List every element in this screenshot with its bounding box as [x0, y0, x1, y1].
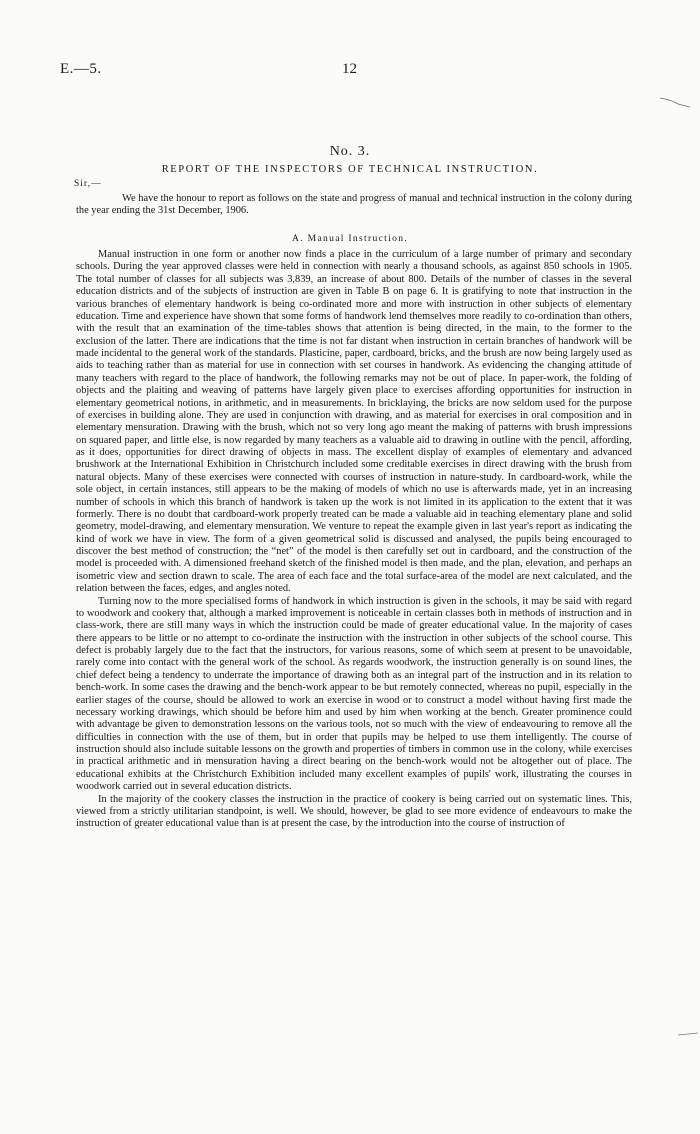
body-paragraph-3: In the majority of the cookery classes the instruction in the practice of cookery is being carried out on systematic lines. This, viewed from a strictly utilitarian standpoint, is well. We should, however, be glad to see more evidence of endeavours to make the instruction of greater educational value than is at present the case, by the introduction into the course of instruction of: [76, 793, 632, 830]
scan-artifact-mark: [660, 96, 690, 108]
report-number: No. 3.: [329, 144, 371, 159]
scan-artifact-mark-lower: [678, 1030, 698, 1040]
intro-paragraph: We have the honour to report as follows on the state and progress of manual and technical instruction in the colony during the year ending the 31st December, 1906.: [76, 193, 632, 217]
body-paragraph-1: Manual instruction in one form or another now finds a place in the curriculum of a large number of primary and secondary schools. During the year approved classes were held in connection with nearly a thousand schools, as against 850 schools in 1905. The total number of classes for all subjects was 3,839, an increase of about 800. Details of the number of classes in the several education districts and of the subjects of instruction are given in Table B on page 6. It is gratifying to note that instruction in the various branches of elementary handwork is being co-ordinated more and more with instruction in other subjects of elementary education. Time and experience have shown that some forms of handwork lend themselves more readily to co-ordination than others, with the result that an examination of the time-tables shows that attention is being directed, in the main, to the former to the exclusion of the latter. There are indications that the time is not far distant when instruction in certain branches of handwork will be made incidental to the general work of the standards. Plasticine, paper, cardboard, bricks, and the brush are now being largely used as aids to teaching rather than as material for use in connection with set courses in handwork. As evidencing the changing attitude of many teachers with regard to the place of handwork, the following remarks may not be out of place. In paper-work, the folding of objects and the plaiting and weaving of patterns have largely given place to exercises affording opportunities for instruction in elementary geometrical notions, in arithmetic, and in measurements. In bricklaying, the bricks are now seldom used for the purpose of exercises in building alone. They are used in conjunction with drawing, and as material for exercises in oral composition and in elementary mensuration. Drawing with the brush, which not so very long ago meant the making of patterns with brush impressions on squared paper, and little else, is now regarded by many teachers as a valuable aid to drawing in outline with the pencil, affording, as it does, opportunities for direct drawing of objects in mass. The excellent display of examples of elementary and advanced brushwork at the International Exhibition in Christchurch included some creditable exercises in direct drawing with the brush from natural objects. Many of these exercises were connected with courses of instruction in nature-study. In cardboard-work, while the sole object, in certain instances, still appears to be the making of models of which no use is afterwards made, yet in an increasing number of schools in which this branch of handwork is taken up the work is not limited in its application to the extent that it was formerly. There is no doubt that cardboard-work properly treated can be made a valuable aid in teaching elementary plane and solid geometry, model-drawing, and elementary mensuration. We venture to repeat the example given in last year's report as indicating the kind of work we have in view. The form of a given geometrical solid is discussed and analysed, the pupils being encouraged to discover the best method of construction; the “net” of the model is then carefully set out in cardboard, and the construction of the model is proceeded with. A dimensioned freehand sketch of the finished model is then made, and the plan, elevation, and perhaps an isometric view and section drawn to scale. The area of each face and the total surface-area of the model are next calculated, and the relation between the faces, edges, and angles noted.: [76, 249, 632, 595]
salutation: Sir,—: [74, 179, 102, 189]
document-reference: E.—5.: [60, 61, 102, 77]
report-title: REPORT OF THE INSPECTORS OF TECHNICAL INSTRUCTION.: [161, 164, 539, 175]
section-body: [76, 249, 632, 831]
intro-paragraph-block: [76, 193, 632, 218]
body-paragraph-2: Turning now to the more specialised forms of handwork in which instruction is given in the schools, it may be said with regard to woodwork and cookery that, although a marked improvement is noticeable in certain classes both in methods of instruction and in class-work, there are still many ways in which the instruction could be made of greater educational value. In the majority of cases there appears to be little or no attempt to co-ordinate the instruction with the instruction in other subjects of the school course. This defect is probably largely due to the fact that the instructors, for various reasons, some of which seem at present to be unavoidable, rarely come into contact with the general work of the school. As regards woodwork, the instruction generally is on sound lines, the chief defect being a tendency to underrate the importance of drawing both as an integral part of the instruction and in its relation to bench-work. In some cases the drawing and the bench-work appear to be but remotely connected, whereas no pupil, especially in the earlier stages of the course, should be allowed to work an exercise in wood or to construct a model without having first made the necessary working drawings, which should be before him and used by him when working at the bench. Greater prominence could with advantage be given to demonstration lessons on the various tools, not so much with the view of endeavouring to remove all the difficulties in connection with the use of them, but in order that pupils may be helped to use them intelligently. The course of instruction should also include suitable lessons on the growth and properties of timbers in common use in the colony, while exercises in practical arithmetic and in mensuration having a direct bearing on the bench-work would not be altogether out of place. The educational exhibits at the Christchurch Exhibition included many excellent examples of pupils' work, illustrating the courses in woodwork carried out in several education districts.: [76, 595, 632, 793]
section-heading: A. Manual Instruction.: [292, 233, 408, 244]
page-number: 12: [342, 61, 357, 77]
